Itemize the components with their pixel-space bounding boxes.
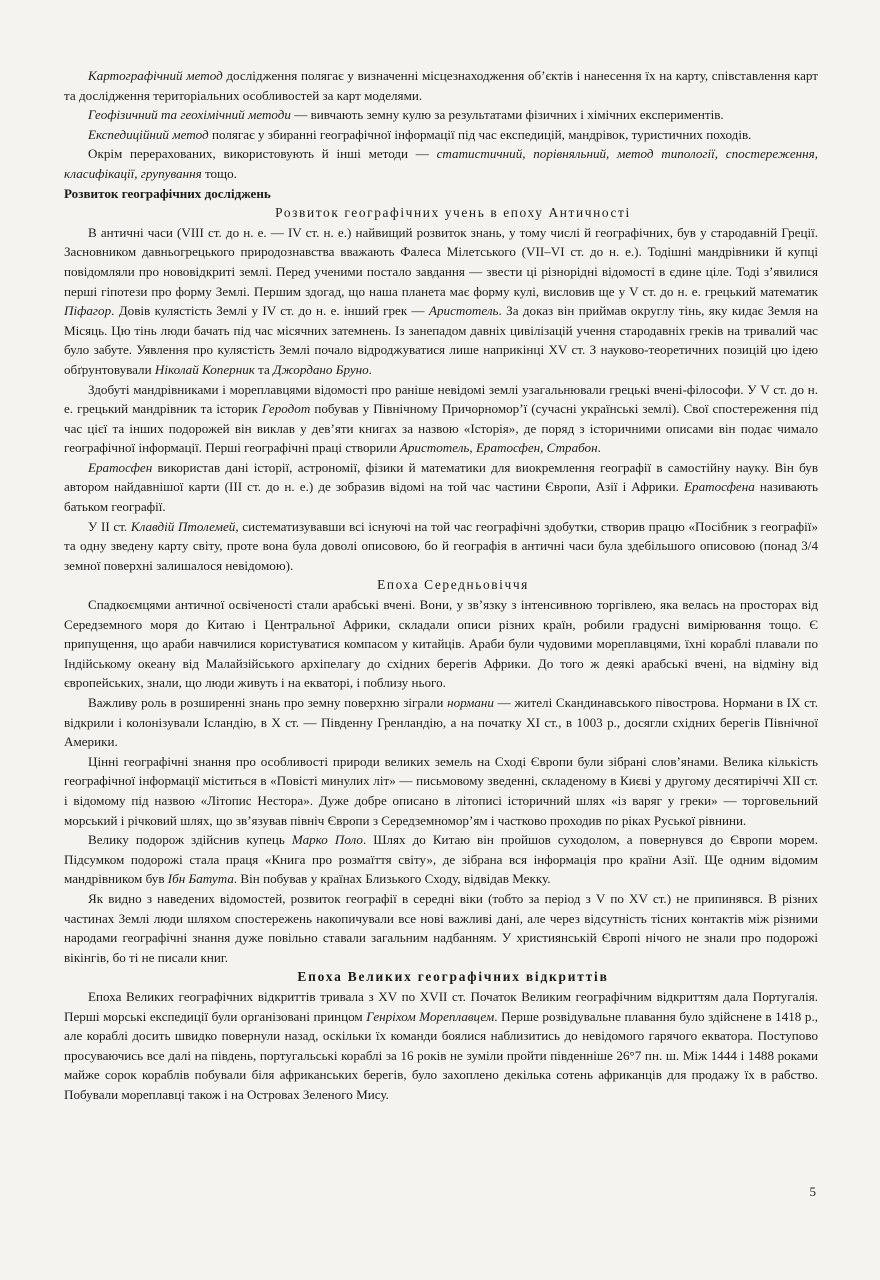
paragraph (64, 693, 818, 752)
italic-term: Ератосфена (684, 479, 755, 495)
text-run: . Перше розвідувальне плавання було здійснене в 1418 р., але кораблі досить швидко повернули назад, оскільки їх команди боялися наблизитись до невідомого гарячого екватора. Поступово просуваючись все далі на південь, португальські кораблі за 16 років не зуміли пройти південніше 26°7 пн. ш. Між 1444 і 1488 роками майже сорок кораблів побували біля африканських берегів, було захоплено декілька сотень африканців для продажу їх в рабство. Побували мореплавці також і на Островах Зеленого Мису. (64, 1008, 818, 1102)
italic-term: Клавдій Птолемей (130, 518, 236, 534)
section-middle-ages (64, 595, 818, 967)
paragraph (64, 380, 818, 458)
paragraph (64, 144, 818, 183)
text-run: Окрім перерахованих, використовують й інші методи — (88, 146, 437, 162)
paragraph (64, 458, 818, 517)
italic-term: Аристотель (429, 303, 499, 319)
text-run: . (597, 440, 601, 456)
paragraph (64, 752, 818, 830)
text-run: . Він побував у країнах Близького Сходу, відвідав Мекку. (233, 871, 551, 887)
text-run: використав дані історії, астрономії, фізики й математики для виокремлення географії в самостійну науку. Він був автором найдавнішої карти (III ст. до н. е.) де зобразив відомі на той час частини Європи, Азії і Африки. (64, 459, 818, 495)
text-run: , систематизувавши всі існуючі на той час географічні здобутки, створив працю «Посібник з географії» та одну зведену карту світу, проте вона була доволі описовою, бо й географія в античні часи була здебільшого описовою (понад 3/4 земної поверхні залишалося невідомою). (64, 518, 818, 573)
text-run: та (254, 361, 274, 377)
text-run: Велику подорож здійснив купець (88, 832, 292, 848)
section-title-middle-ages: Епоха Середньовіччя (377, 577, 529, 593)
paragraph (64, 595, 818, 693)
section-great-discoveries (64, 987, 818, 1105)
italic-term: статистичний, порівняльний, метод типології, спостереження, класифікації, групування (64, 146, 818, 181)
italic-term: Геофізичний та геохімічний методи (88, 107, 291, 123)
text-run: Здобуті мандрівниками і мореплавцями відомості про раніше невідомі землі узагальнювали грецькі вчені-філософи. У V ст. до н. е. грецький мандрівник та історик (64, 381, 818, 417)
italic-term: Геродот (261, 401, 311, 417)
text-run: називають батьком географії. (64, 479, 818, 515)
paragraph (64, 517, 818, 576)
italic-term: нормани (447, 695, 494, 710)
italic-term: Картографічний метод (88, 68, 223, 83)
section-title-great-discoveries: Епоха Великих географічних відкриттів (297, 969, 609, 985)
text-run: — вивчають земну кулю за результатами фізичних і хімічних експериментів. (290, 107, 724, 123)
italic-term: Джордано Бруно (273, 361, 369, 377)
section-antiquity (64, 223, 818, 576)
paragraph (64, 105, 818, 125)
main-heading: Розвиток географічних досліджень (64, 185, 271, 201)
text-run: Важливу роль в розширенні знань про земну поверхню зіграли (88, 695, 448, 710)
paragraph (64, 830, 818, 889)
italic-term: Ератосфен (88, 459, 153, 475)
italic-term: Ніколай Коперник (154, 361, 255, 377)
paragraph (64, 125, 818, 145)
text-run: полягає у збиранні географічної інформації під час експедицій, мандрівок, туристичних походів. (208, 126, 752, 142)
text-run: тощо. (201, 165, 237, 181)
text-run: . Довів кулястість Землі у IV ст. до н. е. інший грек — (111, 303, 429, 319)
italic-term: Генріхом Мореплавцем (366, 1008, 495, 1024)
italic-term: Ібн Батута (167, 871, 234, 887)
intro-section (64, 66, 818, 184)
paragraph (64, 987, 818, 1105)
text-run: Як видно з наведених відомостей, розвиток географії в середні віки (тобто за період з V по XV ст.) не припинявся. В різних частинах Землі люди шляхом спостережень накопичували все нові важливі дані, але через відсутність тісних контактів між різними народами географічні знання дуже повільно ставали загальним надбанням. У християнській Європі нічого не знали про подорожі вікінгів, бо ті не писали книг. (64, 890, 818, 965)
section-title-antiquity: Розвиток географічних учень в епоху Античності (275, 205, 631, 221)
text-run: Спадкоємцями античної освіченості стали арабські вчені. Вони, у зв’язку з інтенсивною торгівлею, яка велась на просторах від Середземного моря до Китаю і Центральної Африки, складали описи різних країн, робили градусні вимірювання тощо. Є припущення, що араби навчилися користуватися компасом у китайців. Араби були чудовими мореплавцями, їхні кораблі плавали по Індійському океану від Малайзійського архіпелагу до східних берегів Африки. До того ж деякі арабські вчені, на відміну від європейських, знали, що люди живуть і на екваторі, і поблизу нього. (64, 597, 818, 691)
text-run: Епоха Великих географічних відкриттів тривала з XV по XVII ст. Початок Великим географічним відкриттям дала Португалія. Перші морські експедиції були організовані принцом (64, 988, 818, 1024)
italic-term: Піфагор (64, 303, 112, 319)
italic-term: Марко Поло (291, 832, 363, 848)
text-run: . (368, 361, 372, 377)
text-run: В античні часи (VIII ст. до н. е. — IV ст. н. е.) найвищий розвиток знань, у тому числі й географічних, був у стародавній Греції. Засновником давньогрецького природознавства вважають Фалеса Мілетського (VII–VI ст. до н. е.). Тодішні мандрівники й купці повідомляли про нововідкриті землі. Перед ученими постало завдання — звести ці різнорідні відомості в єдине ціле. Тоді з’явилися перші гіпотези про форму Землі. Першим здогад, що наша планета має форму кулі, висловив ще у V ст. до н. е. грецький математик (64, 224, 818, 299)
text-run: . За доказ він приймав округлу тінь, яку кидає Земля на Місяць. Цю тінь люди бачать під час місячних затемнень. Із занепадом давніх цивілізацій учення стародавніх греків на тривалий час було забуте. Уявлення про кулястість Землі почало відроджуватися лише наприкінці XV ст. З науково-теоретичних позицій цю ідею обґрунтовували (64, 303, 818, 377)
text-run: У II ст. (88, 518, 131, 534)
paragraph (64, 889, 818, 967)
paragraph (64, 66, 818, 105)
text-run: . Шлях до Китаю він пройшов суходолом, а повернувся до Європи морем. Підсумком подорожі стала праця «Книга про розмаїття світу», де зібрана вся інформація про країни Азії. Ще одним відомим мандрівником був (64, 832, 818, 887)
page-number: 5 (809, 1184, 816, 1199)
text-run: Цінні географічні знання про особливості природи великих земель на Сході Європи були зібрані слов’янами. Велика кількість географічної інформації міститься в «Повісті минулих літ» — письмовому зведенні, складеному в Києві у другому десятиріччі XII ст. і відомому під назвою «Літопис Нестора». Дуже добре описано в літописі історичний шлях «із варяг у греки» — торговельний морський і річковий шлях, що зв’язував північ Європи з Середземномор’ям і частково проходив по ріках Руської рівнини. (64, 753, 818, 828)
text-run: побував у Північному Причорномор’ї (сучасні українські землі). Свої спостереження під час цієї та інших подорожей він виклав у дев’яти книгах за назвою «Історія», де поряд з історичними описами він подає чимало географічної інформації. Перші географічні праці створили (64, 401, 818, 456)
italic-term: Експедиційний метод (88, 126, 209, 142)
text-run: — жителі Скандинавського півострова. Нормани в IX ст. відкрили і колонізували Ісландію, в X ст. — Південну Гренландію, а на початку XI ст., в 1003 р., досягли східних берегів Північної Америки. (64, 695, 819, 750)
paragraph (64, 223, 818, 380)
italic-term: Аристотель, Ератосфен, Страбон (399, 440, 598, 456)
text-run: дослідження полягає у визначенні місцезнаходження об’єктів і нанесення їх на карту, співставлення карт та дослідження територіальних особливостей за карт моделями. (64, 68, 818, 103)
